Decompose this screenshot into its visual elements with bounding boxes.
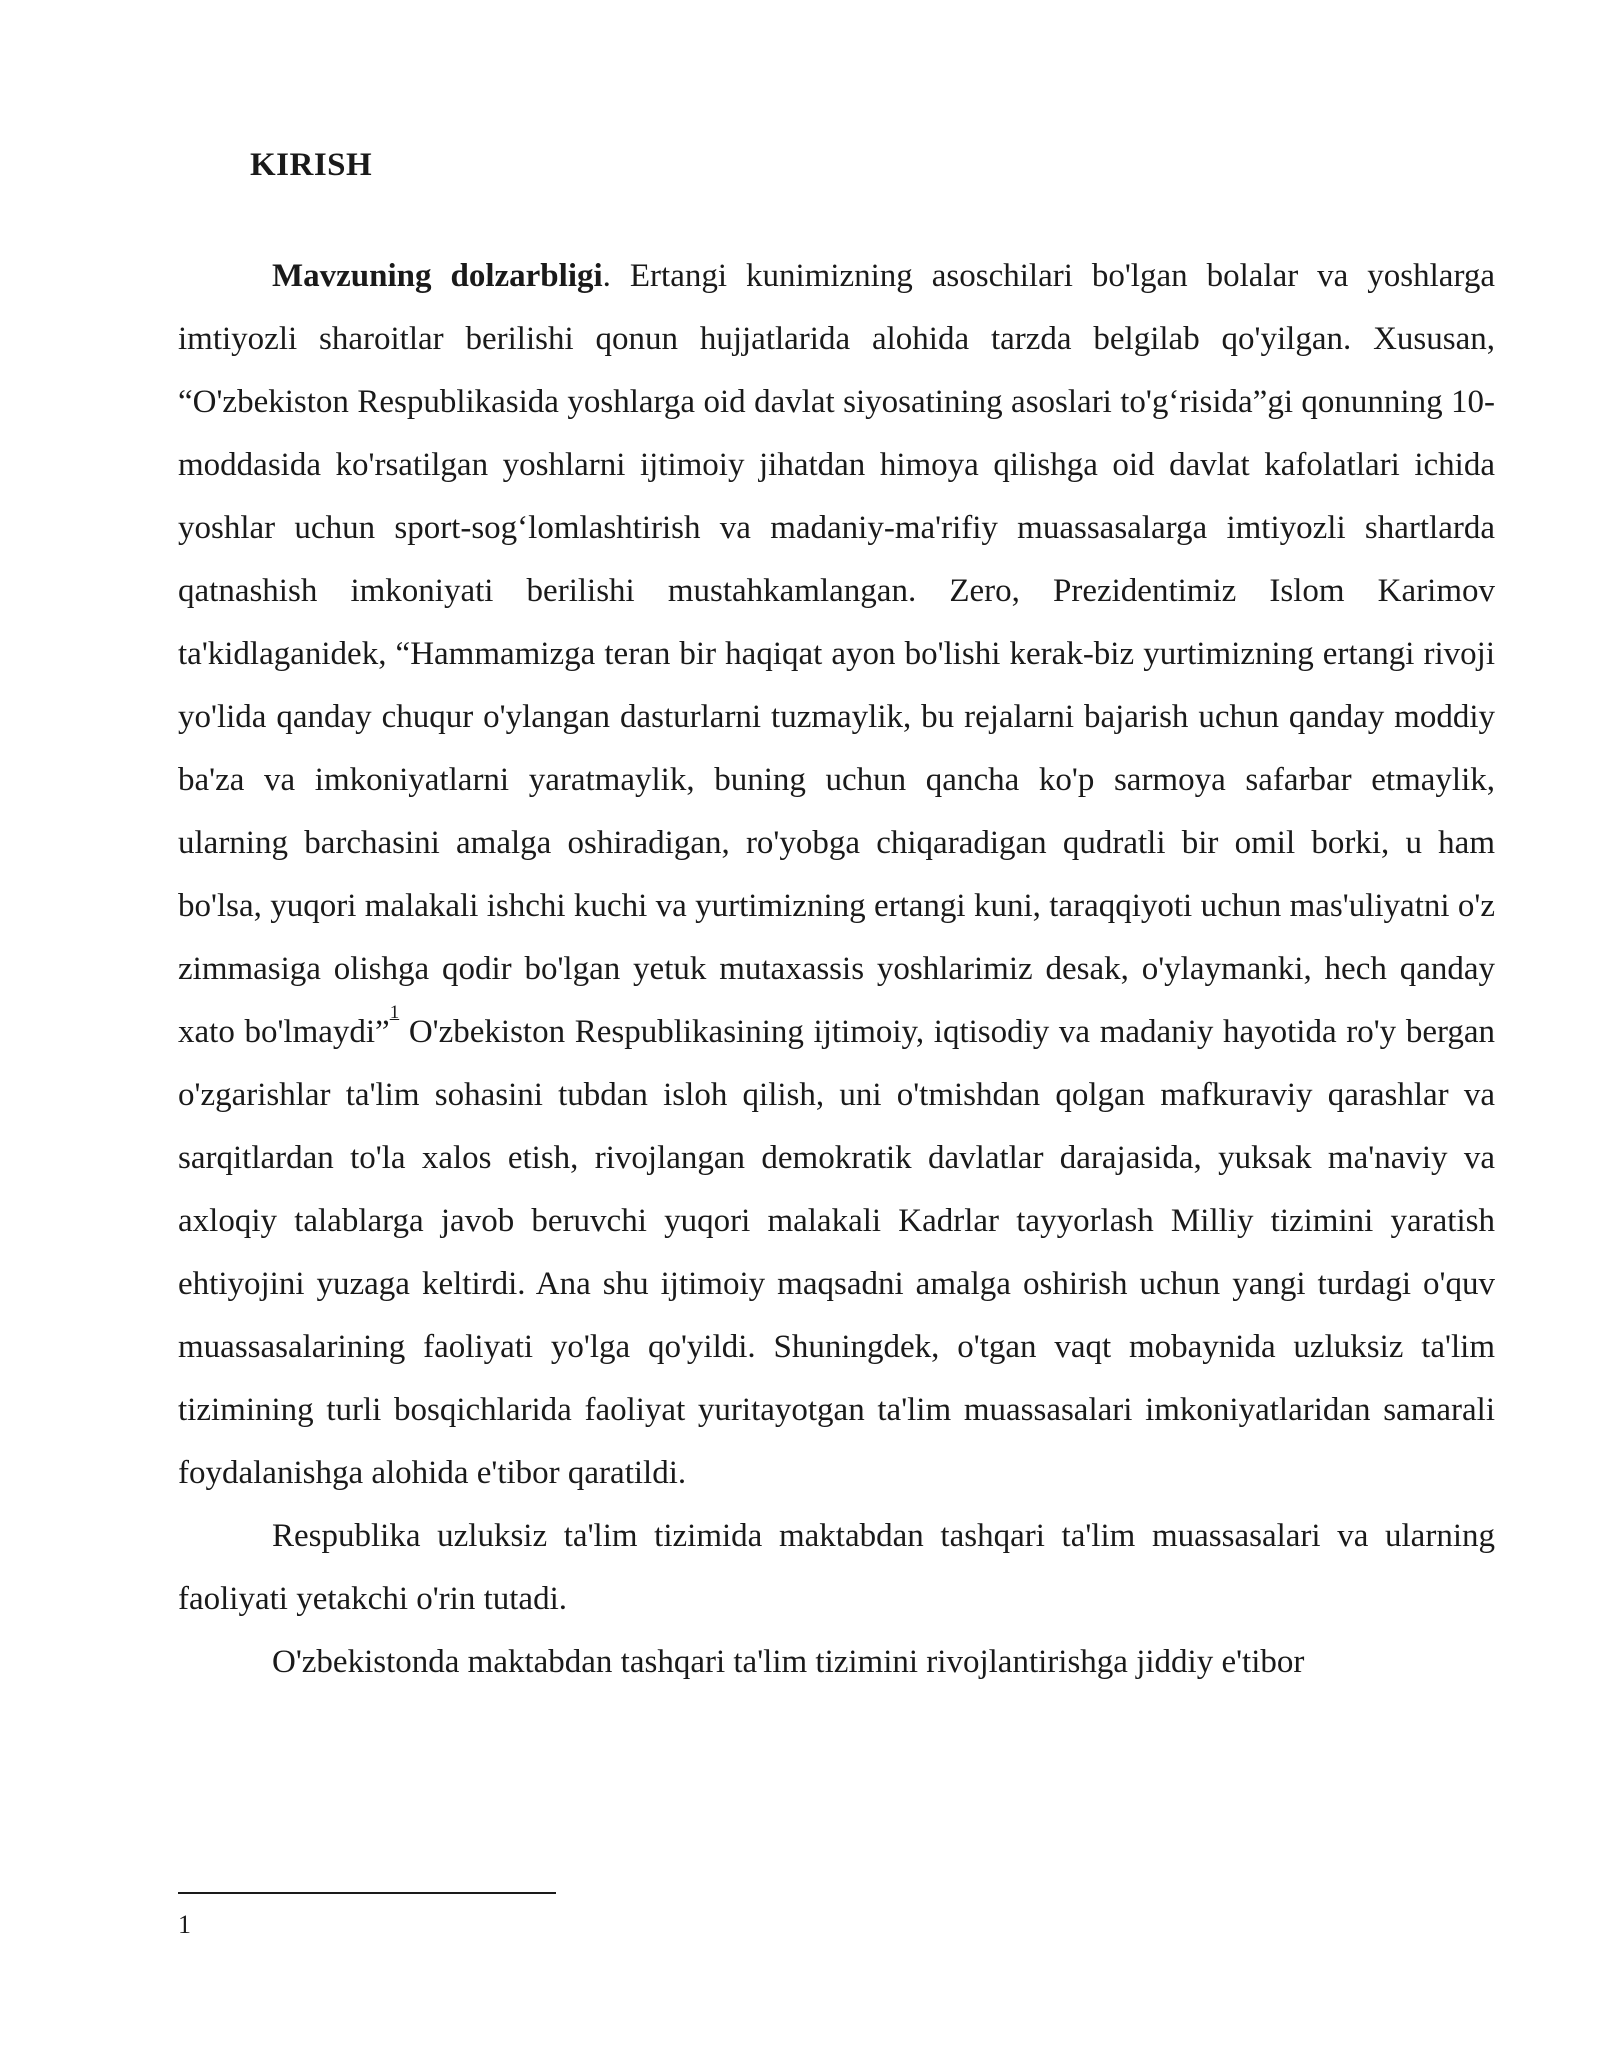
- paragraph-text: . Ertangi kunimizning asoschilari bo'lgan bolalar va yoshlarga imtiyozli sharoitlar berilishi qonun hujjatlarida alohida tarzda belgilab qo'yilgan. Xususan, “O'zbekiston Respublikasida yoshlarga oid davlat siyosatining asoslari to'g‘risida”gi qonunning 10-moddasida ko'rsatilgan yoshlarni ijtimoiy jihatdan himoya qilishga oid davlat kafolatlari ichida yoshlar uchun sport-sog‘lomlashtirish va madaniy-ma'rifiy muassasalarga imtiyozli shartlarda qatnashish imkoniyati berilishi mustahkamlangan. Zero, Prezidentimiz Islom Karimov ta'kidlaganidek, “Hammamizga teran bir haqiqat ayon bo'lishi kerak-biz yurtimizning ertangi rivoji yo'lida qanday chuqur o'ylangan dasturlarni tuzmaylik, bu rejalarni bajarish uchun qanday moddiy ba'za va imkoniyatlarni yaratmaylik, buning uchun qancha ko'p sarmoya safarbar etmaylik, ularning barchasini amalga oshiradigan, ro'yobga chiqaradigan qudratli bir omil borki, u ham bo'lsa, yuqori malakali ishchi kuchi va yurtimizning ertangi kuni, taraqqiyoti uchun mas'uliyatni o'z zimmasiga olishga qodir bo'lgan yetuk mutaxassis yoshlarimiz desak, o'ylaymanki, hech qanday xato bo'lmaydi”: [178, 258, 1495, 1050]
- paragraph-lead: Mavzuning dolzarbligi: [272, 258, 603, 294]
- footnote-number: 1: [178, 1910, 191, 1939]
- page-title: KIRISH: [250, 147, 373, 183]
- footnote-reference[interactable]: 1: [389, 1002, 400, 1023]
- paragraph-1: [178, 245, 1495, 1505]
- footnote-separator: [178, 1892, 556, 1894]
- paragraph-3: O'zbekistonda maktabdan tashqari ta'lim tizimini rivojlantirishga jiddiy e'tibor: [272, 1644, 1305, 1680]
- document-body: [178, 245, 1495, 1694]
- paragraph-2: Respublika uzluksiz ta'lim tizimida maktabdan tashqari ta'lim muassasalari va ularning faoliyati yetakchi o'rin tutadi.: [178, 1518, 1495, 1617]
- paragraph-text-continued: O'zbekiston Respublikasining ijtimoiy, iqtisodiy va madaniy hayotida ro'y bergan o'zgarishlar ta'lim sohasini tubdan isloh qilish, uni o'tmishdan qolgan mafkuraviy qarashlar va sarqitlardan to'la xalos etish, rivojlangan demokratik davlatlar darajasida, yuksak ma'naviy va axloqiy talablarga javob beruvchi yuqori malakali Kadrlar tayyorlash Milliy tizimini yaratish ehtiyojini yuzaga keltirdi. Ana shu ijtimoiy maqsadni amalga oshirish uchun yangi turdagi o'quv muassasalarining faoliyati yo'lga qo'yildi. Shuningdek, o'tgan vaqt mobaynida uzluksiz ta'lim tizimining turli bosqichlarida faoliyat yuritayotgan ta'lim muassasalari imkoniyatlaridan samarali foydalanishga alohida e'tibor qaratildi.: [178, 1014, 1496, 1491]
